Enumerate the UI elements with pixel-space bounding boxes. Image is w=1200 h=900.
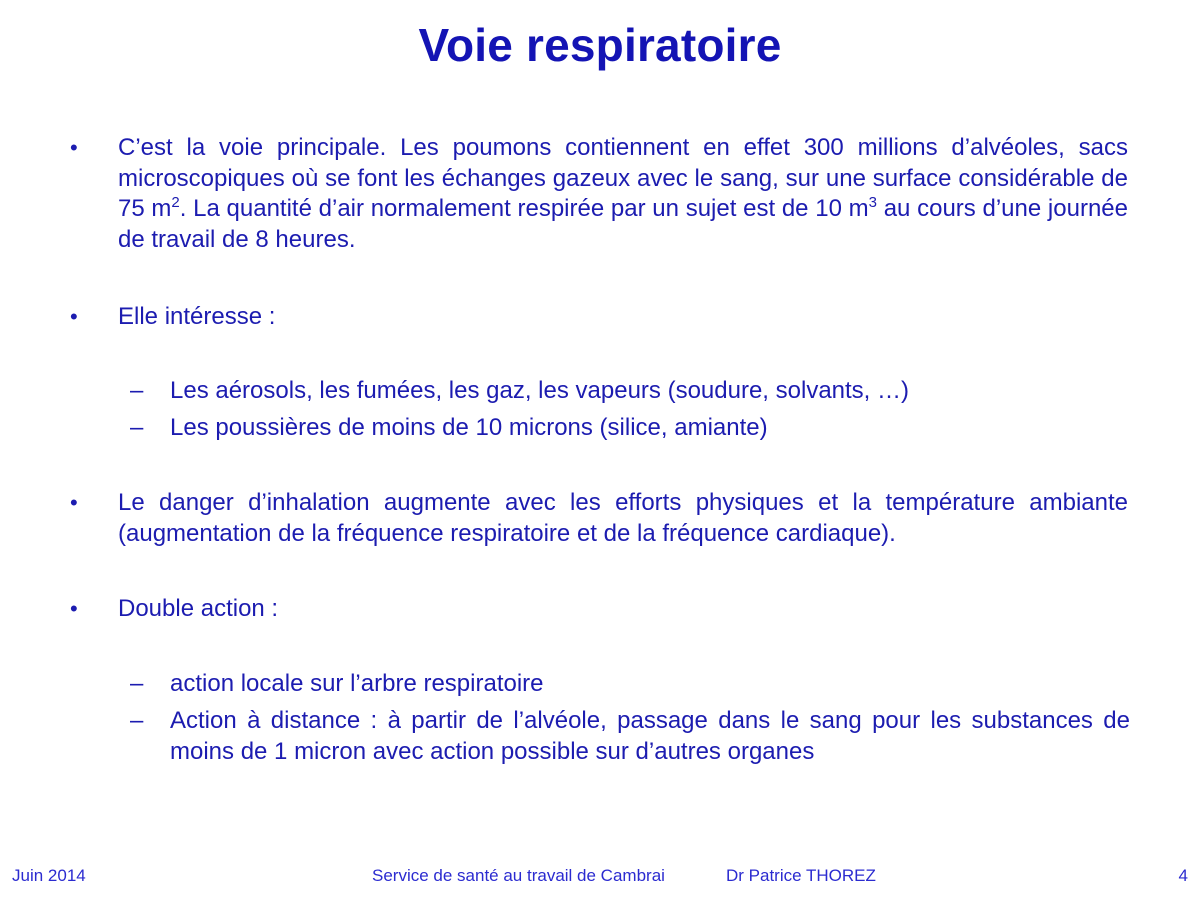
superscript: 3 [868,194,877,211]
dash-marker: – [130,670,144,697]
bullet-marker: • [70,490,78,515]
bullet-marker: • [70,596,78,621]
footer-page-number: 4 [1178,866,1188,885]
slide-title: Voie respiratoire [418,19,782,71]
bullet-text-concerns: Elle intéresse : [118,303,276,330]
bullet-text-inhalation-danger: Le danger d’inhalation augmente avec les efforts physiques et la température ambiante (augmentation de la fréquence respiratoire et de la fréquence cardiaque). [118,489,1128,547]
sub-text-dusts: Les poussières de moins de 10 microns (silice, amiante) [170,414,768,441]
dash-marker: – [130,377,144,404]
dash-marker: – [130,707,144,734]
dash-marker: – [130,414,144,441]
footer-date: Juin 2014 [12,866,86,885]
superscript: 2 [171,194,180,211]
bullet-marker: • [70,304,78,329]
footer-author: Dr Patrice THOREZ [726,866,876,885]
sub-text-local-action: action locale sur l’arbre respiratoire [170,670,544,697]
sub-text-distant-action: Action à distance : à partir de l’alvéole, passage dans le sang pour les substances de moins de 1 micron avec action possible sur d’autres organes [170,707,1130,765]
footer-organization: Service de santé au travail de Cambrai [372,866,665,885]
sub-text-aerosols: Les aérosols, les fumées, les gaz, les vapeurs (soudure, solvants, …) [170,377,910,404]
bullet-text-double-action: Double action : [118,595,279,622]
text-segment: au cours d’une journée de travail de 8 heures. [118,195,1128,253]
bullet-marker: • [70,135,78,160]
text-segment: C’est la voie principale. Les poumons contiennent en effet 300 millions d’alvéoles, sacs microscopiques où se font les échanges gazeux avec le sang, sur une surface considérable de 75 m [118,134,1128,222]
bullet-text-main-route [118,133,1128,255]
text-segment: . La quantité d’air normalement respirée par un sujet est de 10 m [179,195,869,222]
